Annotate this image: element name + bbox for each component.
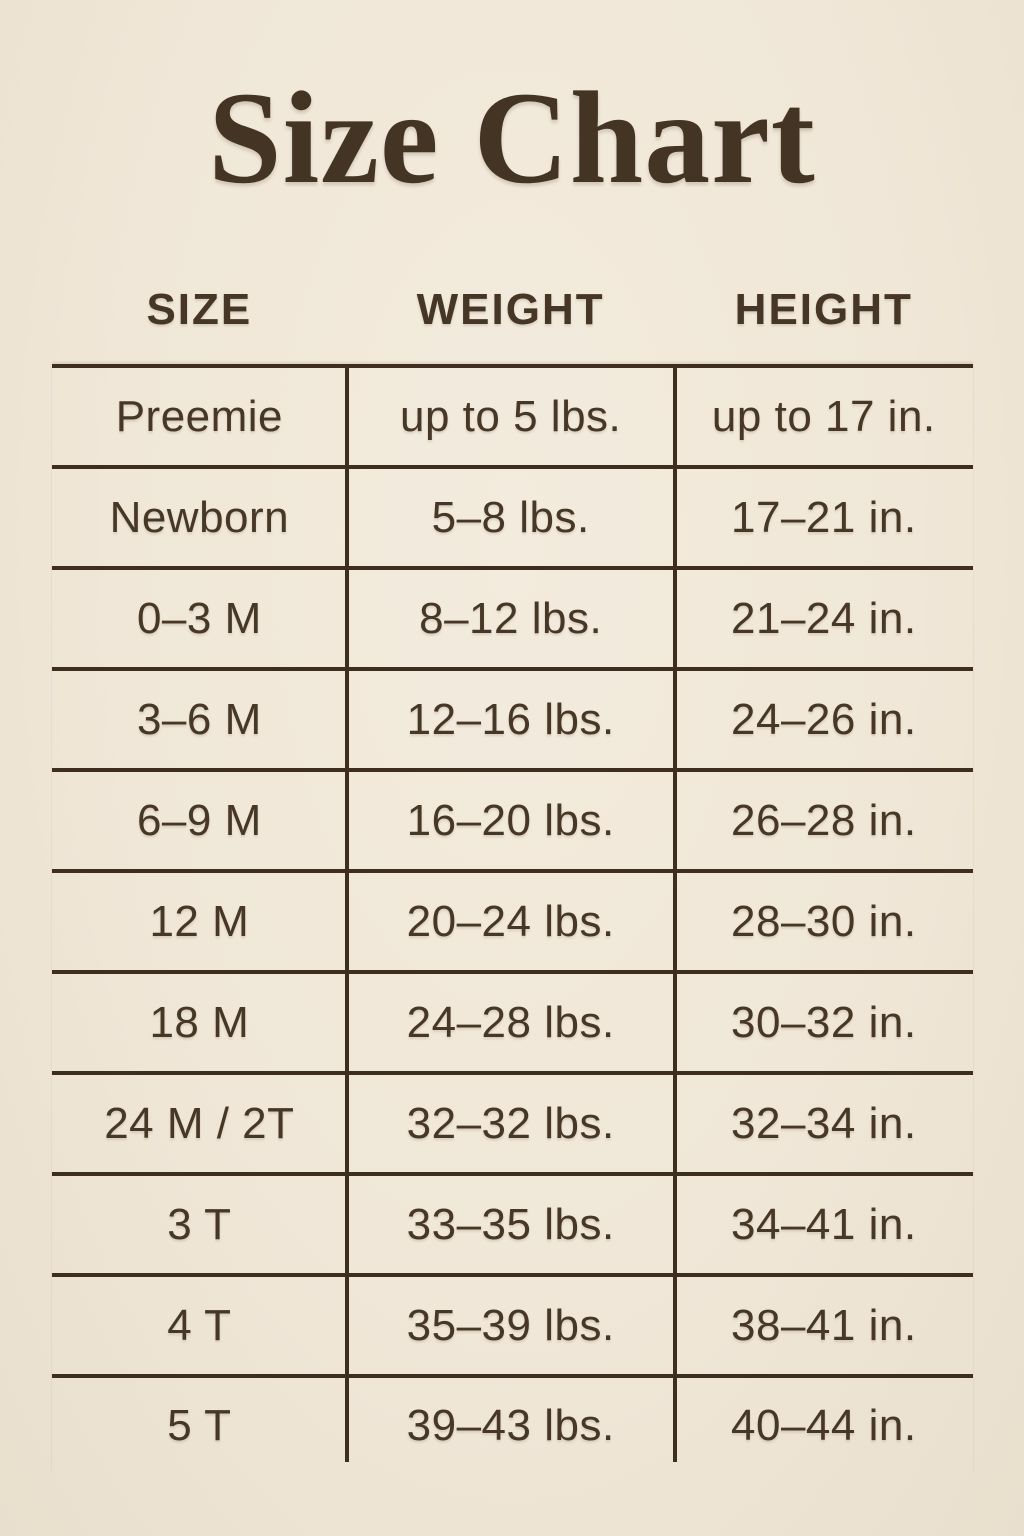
height-cell: 34–41 in. xyxy=(731,1199,917,1249)
weight-cell: up to 5 lbs. xyxy=(400,391,622,441)
size-cell: Newborn xyxy=(109,492,290,542)
column-divider-1 xyxy=(345,368,349,1462)
weight-cell: 32–32 lbs. xyxy=(406,1098,615,1148)
height-cell: 40–44 in. xyxy=(731,1401,917,1450)
column-divider-2 xyxy=(673,368,677,1462)
size-cell: 3–6 M xyxy=(136,694,262,744)
height-cell: 24–26 in. xyxy=(731,694,917,744)
height-cell: 21–24 in. xyxy=(731,593,917,643)
weight-cell: 16–20 lbs. xyxy=(406,795,615,845)
size-cell: 0–3 M xyxy=(136,593,262,643)
table-header-row xyxy=(52,282,973,338)
height-cell: 17–21 in. xyxy=(731,492,917,542)
header-size: SIZE xyxy=(146,285,253,334)
weight-cell: 35–39 lbs. xyxy=(406,1300,615,1350)
weight-cell: 5–8 lbs. xyxy=(431,492,590,542)
size-cell: 3 T xyxy=(167,1199,232,1249)
size-cell: 6–9 M xyxy=(136,795,262,845)
size-cell: 18 M xyxy=(149,997,250,1047)
table-row xyxy=(52,368,973,469)
weight-cell: 24–28 lbs. xyxy=(406,997,615,1047)
size-chart-table xyxy=(52,282,973,1474)
height-cell: up to 17 in. xyxy=(711,391,936,441)
header-height: HEIGHT xyxy=(734,285,913,334)
size-cell: 24 M / 2T xyxy=(104,1098,295,1148)
weight-cell: 12–16 lbs. xyxy=(406,694,615,744)
weight-cell: 39–43 lbs. xyxy=(406,1401,615,1450)
size-cell: 4 T xyxy=(167,1300,232,1350)
table-row xyxy=(52,1176,973,1277)
table-row xyxy=(52,1277,973,1378)
page-title: Size Chart xyxy=(208,64,816,211)
table-row xyxy=(52,1378,973,1474)
size-cell: Preemie xyxy=(115,391,284,441)
height-cell: 32–34 in. xyxy=(731,1098,917,1148)
table-row xyxy=(52,873,973,974)
height-cell: 26–28 in. xyxy=(731,795,917,845)
table-row xyxy=(52,671,973,772)
weight-cell: 33–35 lbs. xyxy=(406,1199,615,1249)
table-row xyxy=(52,974,973,1075)
table-row xyxy=(52,772,973,873)
size-cell: 12 M xyxy=(149,896,250,946)
table-row xyxy=(52,570,973,671)
height-cell: 30–32 in. xyxy=(731,997,917,1047)
table-body xyxy=(52,364,973,1474)
table-row xyxy=(52,1075,973,1176)
header-weight: WEIGHT xyxy=(416,285,605,334)
height-cell: 38–41 in. xyxy=(731,1300,917,1350)
weight-cell: 20–24 lbs. xyxy=(406,896,615,946)
size-cell: 5 T xyxy=(167,1401,232,1450)
height-cell: 28–30 in. xyxy=(731,896,917,946)
table-row xyxy=(52,469,973,570)
weight-cell: 8–12 lbs. xyxy=(419,593,603,643)
